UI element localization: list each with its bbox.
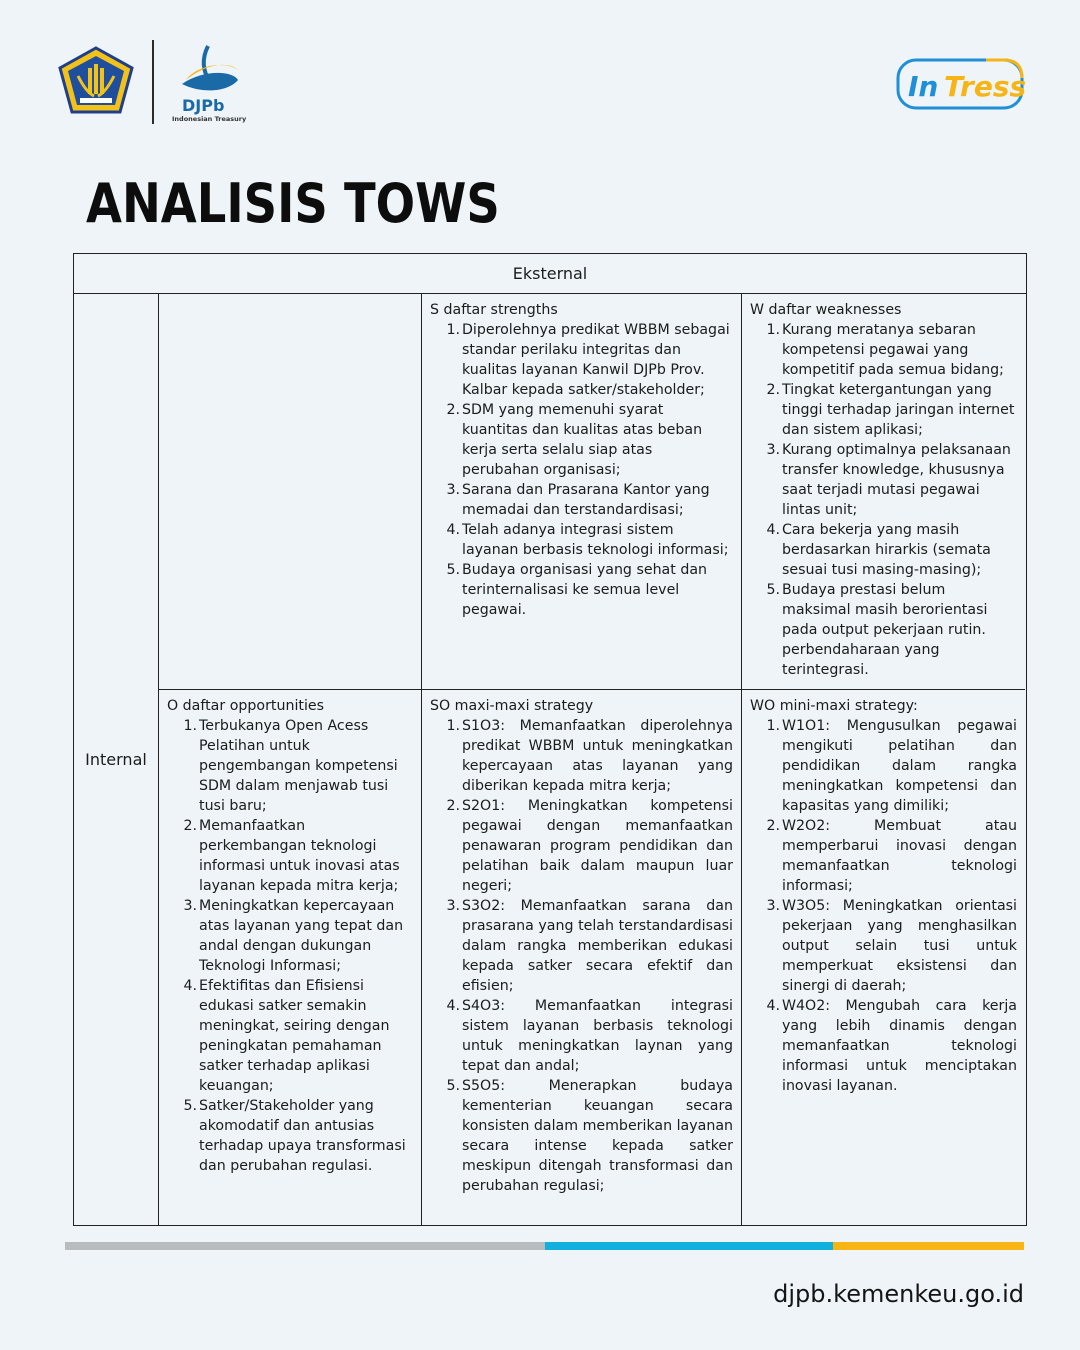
svg-text:In: In [908, 70, 939, 103]
so-strategy-heading: SO maxi-maxi strategy [430, 698, 594, 714]
weaknesses-heading: W daftar weaknesses [750, 302, 902, 318]
list-item [167, 716, 413, 816]
list-item-text: Satker/Stakeholder yang akomodatif dan antusias terhadap upaya transformasi dan perubahan regulasi. [199, 1098, 406, 1174]
list-item-number: 3. [183, 898, 197, 914]
list-item [750, 320, 1017, 380]
list-item [430, 400, 733, 480]
list-item-text: Cara bekerja yang masih berdasarkan hirarkis (semata sesuai tusi masing-masing); [782, 522, 991, 578]
footer-url: djpb.kemenkeu.go.id [773, 1280, 1024, 1308]
list-item-number: 2. [446, 402, 460, 418]
list-item-number: 3. [766, 898, 780, 914]
list-item-text: Tingkat ketergantungan yang tinggi terhadap jaringan internet dan sistem aplikasi; [782, 382, 1015, 438]
strengths-list [430, 320, 733, 620]
list-item [750, 816, 1017, 896]
list-item-text: Telah adanya integrasi sistem layanan berbasis teknologi informasi; [462, 522, 729, 558]
list-item-number: 3. [446, 482, 460, 498]
list-item [430, 716, 733, 796]
list-item-number: 2. [766, 818, 780, 834]
kemenkeu-logo [58, 46, 134, 116]
internal-header [74, 294, 159, 1225]
list-item-text: Sarana dan Prasarana Kantor yang memadai dan terstandardisasi; [462, 482, 710, 518]
list-item [750, 580, 1017, 680]
list-item-number: 2. [446, 798, 460, 814]
list-item-text: Kurang optimalnya pelaksanaan transfer knowledge, khususnya saat terjadi mutasi pegawai lintas unit; [782, 442, 1011, 518]
list-item-text: W4O2: Mengubah cara kerja yang lebih dinamis dengan memanfaatkan teknologi informasi untuk menciptakan inovasi layanan. [782, 998, 1017, 1094]
svg-text:Tress: Tress [944, 70, 1026, 103]
list-item [167, 896, 413, 976]
list-item [750, 896, 1017, 996]
weaknesses-list [750, 320, 1017, 680]
list-item-text: S2O1: Meningkatkan kompetensi pegawai dengan memanfaatkan penawaran program pendidikan dan pelatihan baik dalam maupun luar negeri; [462, 798, 733, 894]
list-item-number: 3. [766, 442, 780, 458]
list-item [430, 520, 733, 560]
list-item [750, 996, 1017, 1096]
list-item-text: Memanfaatkan perkembangan teknologi informasi untuk inovasi atas layanan kepada mitra kerja; [199, 818, 400, 894]
list-item-text: W1O1: Mengusulkan pegawai mengikuti pelatihan dan pendidikan dalam rangka meningkatkan kompetensi dan kapasitas yang dimiliki; [782, 718, 1017, 814]
list-item [430, 1076, 733, 1196]
eksternal-header [74, 254, 1026, 294]
eksternal-label: Eksternal [512, 263, 588, 283]
list-item-text: S5O5: Menerapkan budaya kementerian keuangan secara konsisten dalam memberikan layanan secara intense kepada satker meskipun ditengah transformasi dan perubahan regulasi; [462, 1078, 734, 1194]
list-item-number: 4. [183, 978, 197, 994]
list-item-number: 1. [766, 322, 780, 338]
opportunities-heading: O daftar opportunities [167, 698, 325, 714]
list-item-number: 4. [446, 522, 460, 538]
list-item-text: S4O3: Memanfaatkan integrasi sistem layanan berbasis teknologi untuk meningkatkan laynan yang tepat dan andal; [462, 998, 733, 1074]
list-item-number: 5. [183, 1098, 197, 1114]
list-item-text: Budaya prestasi belum maksimal masih berorientasi pada output pekerjaan rutin. perbendaharaan yang terintegrasi. [782, 582, 988, 678]
list-item-number: 1. [766, 718, 780, 734]
list-item-text: Terbukanya Open Acess Pelatihan untuk pengembangan kompetensi SDM dalam menjawab tusi tusi baru; [199, 718, 398, 814]
list-item [750, 716, 1017, 816]
list-item-number: 5. [446, 1078, 460, 1094]
wo-strategy-cell [742, 690, 1025, 1225]
wo-strategy-list [750, 716, 1017, 1096]
so-strategy-cell [422, 690, 742, 1225]
list-item-text: W3O5: Meningkatkan orientasi pekerjaan yang menghasilkan output selain tusi untuk memperkuat eksistensi dan sinergi di daerah; [782, 898, 1017, 994]
list-item [430, 896, 733, 996]
list-item-text: S3O2: Memanfaatkan sarana dan prasarana yang telah terstandardisasi dalam rangka memberikan edukasi kepada satker secara efektif dan efisien; [462, 898, 733, 994]
weaknesses-cell [742, 294, 1025, 690]
empty-corner-cell [159, 294, 422, 690]
list-item-number: 4. [766, 522, 780, 538]
list-item-number: 4. [446, 998, 460, 1014]
footer-bar-gray [65, 1242, 545, 1250]
list-item-number: 3. [446, 898, 460, 914]
list-item-number: 1. [446, 322, 460, 338]
wo-strategy-heading: WO mini-maxi strategy: [750, 698, 918, 714]
footer-bar-yellow [833, 1242, 1024, 1250]
list-item [750, 380, 1017, 440]
list-item [430, 320, 733, 400]
strengths-cell [422, 294, 742, 690]
djpb-tagline: Indonesian Treasury [172, 115, 247, 123]
list-item [167, 816, 413, 896]
list-item-number: 1. [183, 718, 197, 734]
list-item-text: Diperolehnya predikat WBBM sebagai standar perilaku integritas dan kualitas layanan Kanwil DJPb Prov. Kalbar kepada satker/stakeholder; [462, 322, 730, 398]
list-item-number: 4. [766, 998, 780, 1014]
list-item [430, 996, 733, 1076]
list-item-text: S1O3: Memanfaatkan diperolehnya predikat WBBM untuk meningkatkan kepercayaan atas layanan yang diberikan kepada mitra kerja; [462, 718, 733, 794]
list-item-text: Meningkatkan kepercayaan atas layanan yang tepat dan andal dengan dukungan Teknologi Informasi; [199, 898, 404, 974]
footer-bar-blue [545, 1242, 833, 1250]
header-divider [152, 40, 154, 124]
list-item-number: 5. [766, 582, 780, 598]
list-item [430, 480, 733, 520]
list-item [430, 796, 733, 896]
list-item [167, 1096, 413, 1176]
so-strategy-list [430, 716, 733, 1196]
list-item-number: 2. [183, 818, 197, 834]
opportunities-cell [159, 690, 422, 1225]
list-item-text: Kurang meratanya sebaran kompetensi pegawai yang kompetitif pada semua bidang; [782, 322, 1004, 378]
list-item-number: 2. [766, 382, 780, 398]
intress-logo [896, 56, 1026, 112]
list-item [750, 440, 1017, 520]
list-item-text: W2O2: Membuat atau memperbarui inovasi dengan memanfaatkan teknologi informasi; [782, 818, 1017, 894]
djpb-wordmark: DJPb [182, 96, 225, 115]
opportunities-list [167, 716, 413, 1176]
list-item-number: 1. [446, 718, 460, 734]
strengths-heading: S daftar strengths [430, 302, 558, 318]
list-item [430, 560, 733, 620]
page-title: ANALISIS TOWS [86, 172, 500, 235]
internal-label: Internal [85, 749, 147, 769]
list-item-text: Efektifitas dan Efisiensi edukasi satker semakin meningkat, seiring dengan peningkatan pemahaman satker terhadap aplikasi keuangan; [199, 978, 390, 1094]
list-item [750, 520, 1017, 580]
list-item-number: 5. [446, 562, 460, 578]
tows-table [73, 253, 1027, 1226]
list-item [167, 976, 413, 1096]
list-item-text: Budaya organisasi yang sehat dan terinternalisasi ke semua level pegawai. [462, 562, 708, 618]
list-item-text: SDM yang memenuhi syarat kuantitas dan kualitas atas beban kerja serta selalu siap atas perubahan organisasi; [462, 402, 703, 478]
